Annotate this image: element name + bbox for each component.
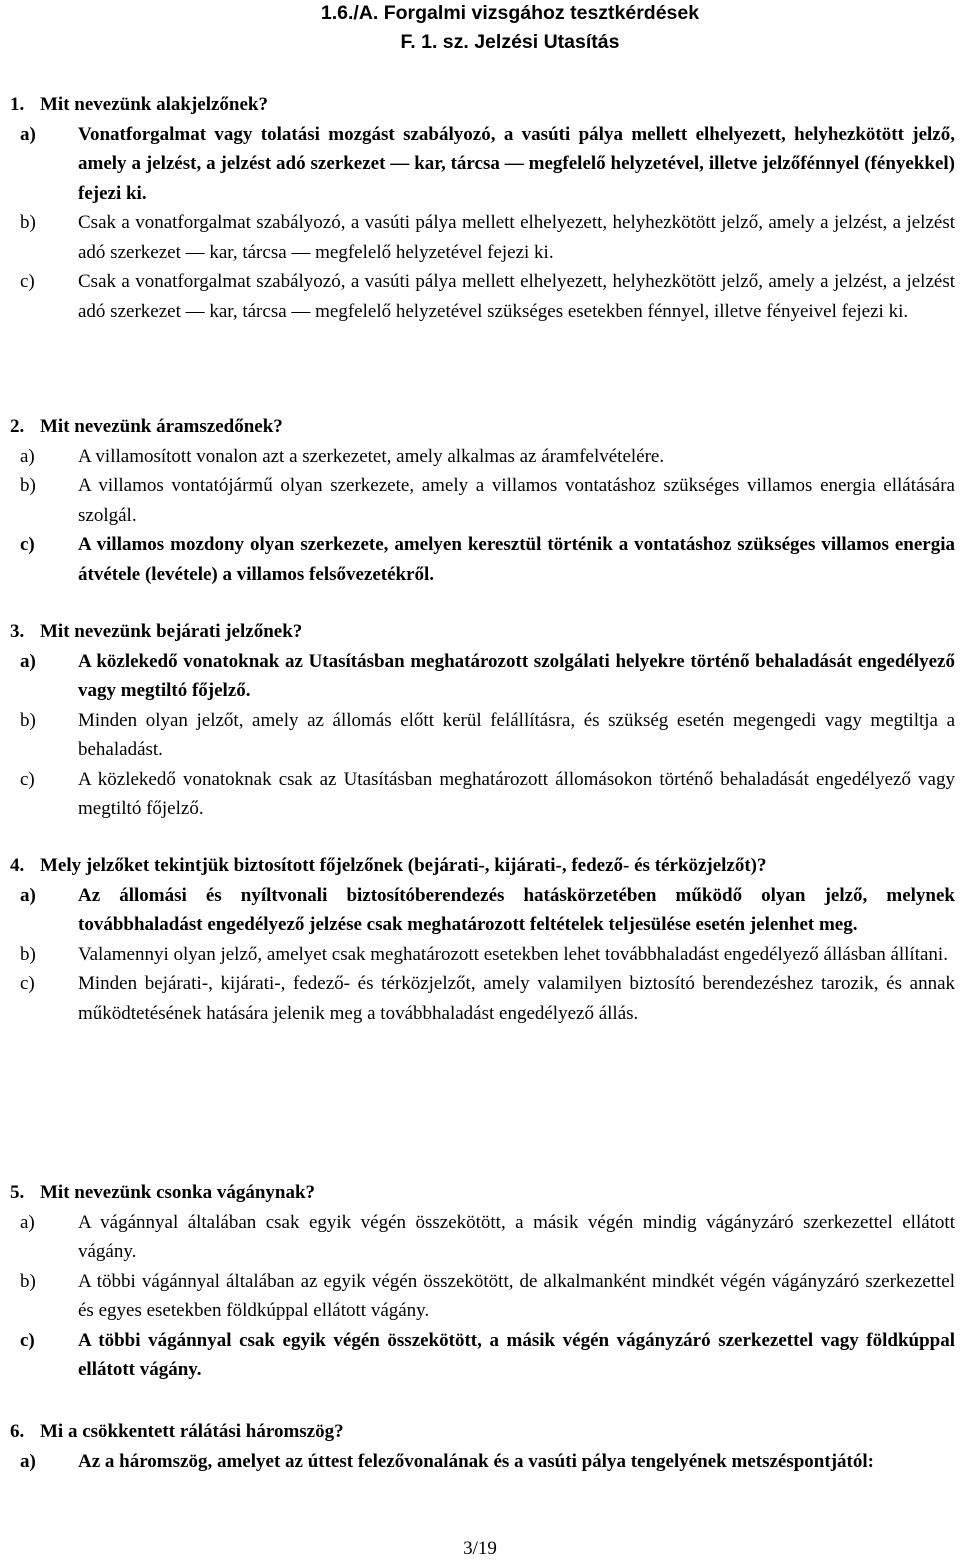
answer-text: A vágánnyal általában csak egyik végén összekötött, a másik végén mindig vágányzáró szerkezettel ellátott vágány. — [78, 1211, 955, 1262]
answer-text: A többi vágánnyal általában az egyik végén összekötött, de alkalmanként mindkét végén vágányzáró szerkezettel és egyes esetekben földkúppal ellátott vágány. — [78, 1270, 955, 1321]
answer-option — [10, 706, 955, 765]
answer-text: Minden olyan jelzőt, amely az állomás előtt kerül felállításra, és szükség esetén megengedi vagy megtiltja a behaladást. — [78, 709, 955, 760]
answer-text: A villamos vontatójármű olyan szerkezete, amely a villamos vontatáshoz szükséges villamos energia ellátására szolgál. — [78, 475, 955, 526]
answer-letter: c) — [20, 973, 35, 994]
question-text: Mit nevezünk alakjelzőnek? — [40, 94, 268, 115]
question-title — [10, 617, 955, 647]
question-text: Mit nevezünk áramszedőnek? — [40, 416, 283, 437]
question-number: 6. — [10, 1421, 25, 1442]
question-title — [10, 1178, 955, 1208]
question-3 — [10, 617, 955, 824]
answer-letter: c) — [20, 1329, 35, 1351]
question-number: 4. — [10, 855, 25, 876]
answer-letter: a) — [20, 884, 36, 906]
answer-letter: b) — [20, 709, 36, 731]
question-text: Mit nevezünk bejárati jelzőnek? — [40, 621, 303, 642]
answer-text: Csak a vonatforgalmat szabályozó, a vasúti pálya mellett elhelyezett, helyhezkötött jelző, amely a jelzést, a jelzést adó szerkezet — kar, tárcsa — megfelelő helyzetével fejezi ki. — [78, 212, 955, 263]
page-number: 3/19 — [463, 1538, 497, 1559]
answer-letter: b) — [20, 1270, 36, 1292]
question-text: Mely jelzőket tekintjük biztosított főjelzőnek (bejárati-, kijárati-, fedező- és térközjelzőt)? — [40, 855, 767, 876]
question-title — [10, 1417, 955, 1447]
answer-letter: a) — [20, 123, 36, 145]
answer-option — [10, 1447, 955, 1477]
answer-option — [10, 442, 955, 472]
answer-option — [10, 881, 955, 940]
answer-letter: b) — [20, 943, 36, 965]
question-number: 1. — [10, 94, 25, 115]
question-title — [10, 412, 955, 442]
answer-text: A közlekedő vonatoknak csak az Utasításban meghatározott állomásokon történő behaladását engedélyező vagy megtiltó főjelző. — [78, 768, 955, 819]
answer-option — [10, 1267, 955, 1326]
answer-letter: a) — [20, 445, 35, 467]
answer-letter: c) — [20, 271, 35, 292]
document-title: 1.6./A. Forgalmi vizsgához tesztkérdések — [320, 2, 700, 24]
question-6 — [10, 1417, 955, 1476]
answer-text: A többi vágánnyal csak egyik végén összekötött, a másik végén vágányzáró szerkezettel vagy földkúppal ellátott vágány. — [78, 1329, 955, 1380]
answer-option — [10, 1208, 955, 1267]
answer-letter: a) — [20, 1450, 36, 1472]
answer-text: Csak a vonatforgalmat szabályozó, a vasúti pálya mellett elhelyezett, helyhezkötött jelző, amely a jelzést, a jelzést adó szerkezet — kar, tárcsa — megfelelő helyzetével szükséges esetekben fénnyel, illetve fényeivel fejezi ki. — [78, 271, 955, 322]
answer-text: Az a háromszög, amelyet az úttest felezővonalának és a vasúti pálya tengelyének metszéspontjától: — [78, 1450, 874, 1472]
question-title — [10, 851, 955, 881]
answer-text: A közlekedő vonatoknak az Utasításban meghatározott szolgálati helyekre történő behaladását engedélyező vagy megtiltó főjelző. — [78, 650, 955, 701]
answer-letter: b) — [20, 475, 36, 496]
question-text: Mi a csökkentett rálátási háromszög? — [40, 1421, 344, 1442]
answer-option — [10, 208, 955, 267]
question-title — [10, 90, 955, 120]
answer-letter: a) — [20, 650, 36, 672]
question-4 — [10, 851, 955, 1028]
question-text: Mit nevezünk csonka vágánynak? — [40, 1182, 316, 1203]
answer-text: Minden bejárati-, kijárati-, fedező- és térközjelzőt, amely valamilyen biztosító berendezéshez tarozik, és annak működtetésének hatására jelenik meg a továbbhaladást engedélyező állás. — [78, 973, 955, 1024]
answer-option — [10, 530, 955, 589]
answer-option — [10, 267, 955, 326]
question-1 — [10, 90, 955, 326]
answer-option — [10, 765, 955, 824]
question-5 — [10, 1178, 955, 1385]
answer-text: Vonatforgalmat vagy tolatási mozgást szabályozó, a vasúti pálya mellett elhelyezett, helyhezkötött jelző, amely a jelzést, a jelzést adó szerkezet — kar, tárcsa — megfelelő helyzetével, illetve jelzőfénnyel (fényekkel) fejezi ki. — [78, 123, 955, 204]
answer-letter: c) — [20, 534, 35, 555]
answer-option — [10, 940, 955, 970]
answer-option — [10, 471, 955, 530]
answer-option — [10, 969, 955, 1028]
answer-text: A villamos mozdony olyan szerkezete, amelyen keresztül történik a vontatáshoz szükséges villamos energia átvétele (levétele) a villamos felsővezetékről. — [78, 534, 955, 585]
question-number: 3. — [10, 621, 25, 642]
answer-option — [10, 1326, 955, 1385]
answer-letter: b) — [20, 212, 36, 233]
question-2 — [10, 412, 955, 589]
document-subtitle: F. 1. sz. Jelzési Utasítás — [400, 31, 620, 53]
answer-text: Az állomási és nyíltvonali biztosítóberendezés hatáskörzetében működő olyan jelző, melynek továbbhaladást engedélyező jelzése csak meghatározott feltételek teljesülése esetén jelenhet meg. — [78, 884, 955, 935]
answer-letter: c) — [20, 768, 35, 790]
question-number: 2. — [10, 416, 25, 437]
answer-text: A villamosított vonalon azt a szerkezetet, amely alkalmas az áramfelvételére. — [78, 445, 665, 467]
question-number: 5. — [10, 1182, 25, 1203]
answer-letter: a) — [20, 1211, 35, 1233]
answer-option — [10, 647, 955, 706]
answer-option — [10, 120, 955, 209]
answer-text: Valamennyi olyan jelző, amelyet csak meghatározott esetekben lehet továbbhaladást engedélyező állásban állítani. — [78, 943, 948, 965]
